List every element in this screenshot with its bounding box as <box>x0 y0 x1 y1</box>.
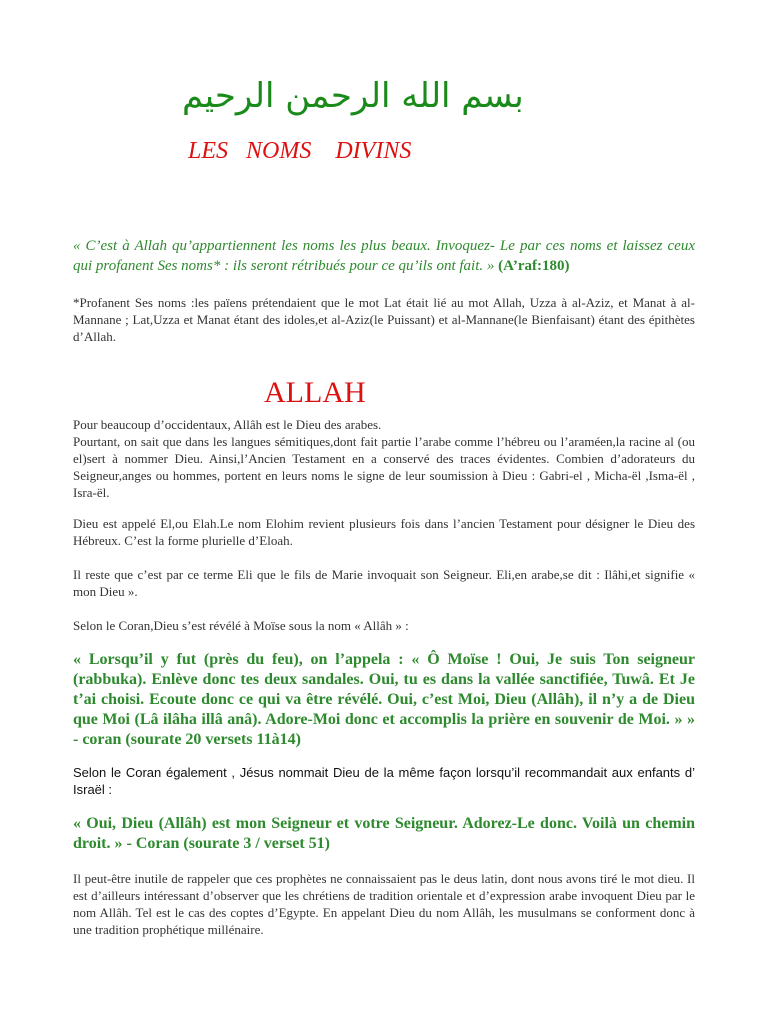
paragraph-2: Dieu est appelé El,ou Elah.Le nom Elohim revient plusieurs fois dans l’ancien Testament pour désigner le Dieu des Hébreux. C’est la forme plurielle d’Eloah. <box>73 516 695 548</box>
paragraph-3: Il reste que c’est par ce terme Eli que le fils de Marie invoquait son Seigneur. Eli,en arabe,se dit : Ilâhi,et signifie « mon Dieu ». <box>73 567 695 599</box>
intro-footnote: *Profanent Ses noms :les païens prétendaient que le mot Lat était lié au mot Allah, Uzza à al-Aziz, et Manat à al-Mannane ; Lat,Uzza et Manat étant des idoles,et al-Aziz(le Puissant) et al-Mannane(le Bienfaisant) étant des épithètes d’Allah. <box>73 295 695 344</box>
quote-jesus: « Oui, Dieu (Allâh) est mon Seigneur et votre Seigneur. Adorez-Le donc. Voilà un chemin droit. » - Coran (sourate 3 / verset 51) <box>73 815 695 852</box>
basmala-heading: بسم الله الرحمن الرحيم <box>182 76 524 116</box>
paragraph-1 <box>73 416 695 501</box>
paragraph-4: Selon le Coran,Dieu s’est révélé à Moïse sous la nom « Allâh » : <box>73 618 409 633</box>
section-title: ALLAH <box>264 376 366 409</box>
quote-moses: « Lorsqu’il y fut (près du feu), on l’appela : « Ô Moïse ! Oui, Je suis Ton seigneur (rabbuka). Enlève donc tes deux sandales. Oui, tu es dans la vallée sanctifiée, Tuwâ. Et Je t’ai choisi. Ecoute donc ce qui va être révélé. Oui, c’est Moi, Dieu (Allâh), il n’y a de Dieu que Moi (Lâ ilâha illâ anâ). Adore-Moi donc et accomplis la prière en souvenir de Moi. » » - coran (sourate 20 versets 11à14) <box>73 651 695 748</box>
intro-quote <box>73 236 695 276</box>
paragraph-1-body: Pourtant, on sait que dans les langues sémitiques,dont fait partie l’arabe comme l’hébreu ou l’araméen,la racine al (ou el)sert à nommer Dieu. Ainsi,l’Ancien Testament en a conservé des traces évidentes. Combien d’adorateurs du Seigneur,anges ou hommes, portent en leurs noms le signe de leur soumission à Dieu : Gabri-el , Micha-ël ,Isma-ël , Isra-ël. <box>73 434 695 500</box>
intro-quote-reference: (A’raf:180) <box>498 258 570 274</box>
intro-quote-text: « C’est à Allah qu’appartiennent les noms les plus beaux. Invoquez- Le par ces noms et laissez ceux qui profanent Ses noms* : ils seront rétribués pour ce qu’ils ont fait. » <box>73 238 695 274</box>
paragraph-5: Selon le Coran également , Jésus nommait Dieu de la même façon lorsqu’il recommandait aux enfants d’ Israël : <box>73 765 695 797</box>
page-title: LES NOMS DIVINS <box>188 138 412 164</box>
paragraph-1-line: Pour beaucoup d’occidentaux, Allâh est le Dieu des arabes. <box>73 417 382 432</box>
paragraph-6: Il peut-être inutile de rappeler que ces prophètes ne connaissaient pas le deus latin, dont nous avons tiré le mot dieu. Il est d’ailleurs intéressant d’observer que les chrétiens de tradition orientale et d’expression arabe invoquent Dieu par le nom Allâh. Tel est le cas des coptes d’Egypte. En appelant Dieu du nom Allâh, les musulmans se conforment donc à une tradition prophétique millénaire. <box>73 871 695 937</box>
